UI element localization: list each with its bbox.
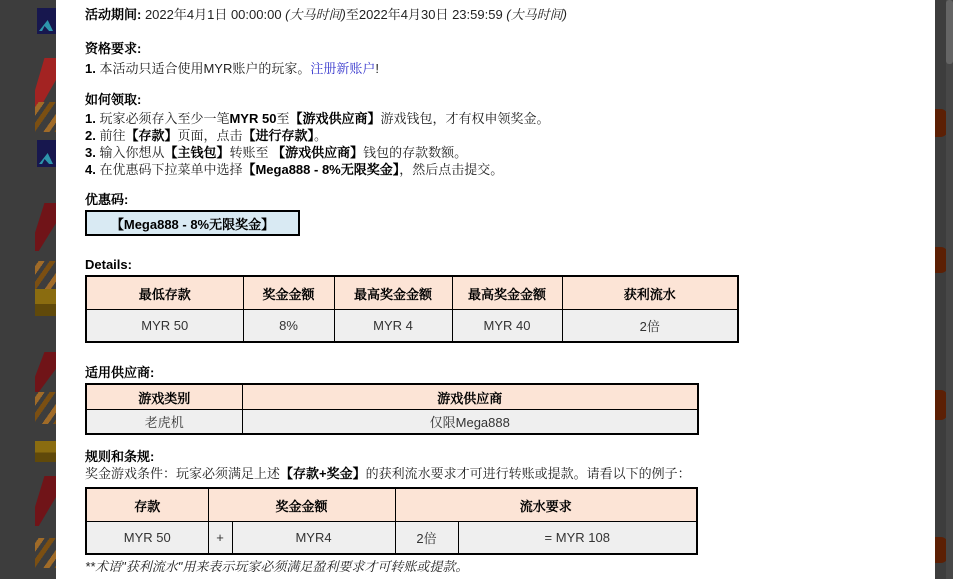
scrollbar-thumb[interactable] <box>946 0 953 64</box>
step-text: ，然后点击提交。 <box>399 162 504 177</box>
rules-text: 奖金游戏条件：玩家必须满足上述 <box>85 466 281 481</box>
cell-plus-sign: + <box>208 522 232 555</box>
background-right-strip <box>935 0 953 579</box>
stripe-decoration <box>35 102 56 132</box>
table-header-row <box>86 276 738 310</box>
red-ribbon-decoration <box>35 352 56 392</box>
promo-code-heading: 优惠码: <box>85 192 129 207</box>
col-header: 游戏类别 <box>86 384 242 410</box>
providers-table <box>85 383 699 435</box>
step-text: 输入你想从 <box>95 145 165 160</box>
step-text: 。 <box>314 128 328 143</box>
item-number: 3. <box>85 145 96 160</box>
cell-turnover-total: = MYR 108 <box>458 522 697 555</box>
gold-square-decoration <box>35 441 56 462</box>
step-bold: 【进行存款】 <box>242 128 315 143</box>
background-left-strip <box>0 0 56 579</box>
rules-heading: 规则和条规: <box>85 449 155 464</box>
banner-logo-decoration <box>37 8 56 34</box>
step-text: 转账至 <box>229 145 273 160</box>
turnover-footnote: **术语"获利流水"用来表示玩家必须满足盈利要求才可转账或提款。 <box>85 559 469 574</box>
col-header: 存款 <box>86 488 208 522</box>
how-to-claim-heading: 如何领取: <box>85 92 142 107</box>
rules-text: 的获利流水要求才可进行转账或提款。请看以下的例子： <box>365 466 691 481</box>
step-text: 在优惠码下拉菜单中选择 <box>95 162 243 177</box>
col-header: 获利流水 <box>562 276 738 310</box>
step-bold: 【游戏供应商】 <box>289 111 381 126</box>
cell-min-deposit: MYR 50 <box>86 310 243 343</box>
register-account-link[interactable]: 注册新账户 <box>310 61 376 76</box>
col-header: 游戏供应商 <box>242 384 698 410</box>
eligibility-text: 本活动只适合使用MYR账户的玩家。 <box>95 61 311 76</box>
cell-multiplier: 2倍 <box>395 522 458 555</box>
col-header: 最低存款 <box>86 276 243 310</box>
promo-period-timezone: (大马时间) <box>506 7 567 22</box>
item-number: 4. <box>85 162 96 177</box>
claim-step <box>85 144 915 161</box>
col-header: 最高奖金金额 <box>452 276 562 310</box>
table-row <box>86 410 698 435</box>
cell-bonus-percent: 8% <box>243 310 334 343</box>
cell-bonus-amount: MYR4 <box>232 522 395 555</box>
providers-heading: 适用供应商: <box>85 365 155 380</box>
eligibility-item <box>85 60 915 77</box>
stripe-decoration <box>35 261 56 289</box>
cell-game-provider: 仅限Mega888 <box>242 410 698 435</box>
cell-max-bonus-1: MYR 4 <box>334 310 452 343</box>
col-header: 流水要求 <box>395 488 697 522</box>
cell-deposit: MYR 50 <box>86 522 208 555</box>
banner-logo-decoration <box>37 140 56 167</box>
gold-square-decoration <box>35 289 56 316</box>
step-bold: MYR 50 <box>229 111 277 126</box>
step-text: 玩家必须存入至少一笔 <box>95 111 230 126</box>
eligibility-heading: 资格要求: <box>85 41 142 56</box>
claim-step <box>85 161 915 178</box>
step-bold: 【存款】 <box>125 128 178 143</box>
item-number: 2. <box>85 128 96 143</box>
item-number: 1. <box>85 61 96 76</box>
step-bold: 【Mega888 - 8%无限奖金】 <box>242 162 400 177</box>
promo-period <box>85 6 915 23</box>
table-row <box>86 310 738 343</box>
stripe-decoration <box>35 538 56 568</box>
table-row <box>86 522 697 555</box>
rules-bold: 【存款+奖金】 <box>280 466 366 481</box>
rules-condition <box>85 465 915 482</box>
scrollbar-track[interactable] <box>946 0 953 579</box>
step-text: 游戏钱包，才有权申领奖金。 <box>380 111 550 126</box>
step-bold: 【主钱包】 <box>164 145 230 160</box>
promo-period-text: 至2022年4月30日 23:59:59 <box>345 7 507 22</box>
promo-period-timezone: (大马时间) <box>285 7 346 22</box>
step-bold: 【游戏供应商】 <box>272 145 364 160</box>
stripe-decoration <box>35 392 56 424</box>
eligibility-text-end: ! <box>375 61 379 76</box>
cell-game-category: 老虎机 <box>86 410 242 435</box>
promo-content-panel <box>56 0 935 579</box>
table-header-row <box>86 384 698 410</box>
step-text: 页面，点击 <box>177 128 243 143</box>
cell-max-bonus-2: MYR 40 <box>452 310 562 343</box>
col-header: 奖金金额 <box>243 276 334 310</box>
red-ribbon-decoration <box>35 203 56 251</box>
claim-step <box>85 110 915 127</box>
table-header-row <box>86 488 697 522</box>
cell-turnover: 2倍 <box>562 310 738 343</box>
claim-step <box>85 127 915 144</box>
step-text: 前往 <box>95 128 126 143</box>
promo-period-text: 2022年4月1日 00:00:00 <box>141 7 286 22</box>
details-heading: Details: <box>85 257 132 272</box>
step-text: 至 <box>276 111 290 126</box>
red-ribbon-decoration <box>35 476 56 526</box>
promo-code-box[interactable]: 【Mega888 - 8%无限奖金】 <box>85 210 300 236</box>
step-text: 钱包的存款数额。 <box>363 145 468 160</box>
details-table <box>85 275 739 343</box>
item-number: 1. <box>85 111 96 126</box>
example-table <box>85 487 698 555</box>
col-header: 最高奖金金额 <box>334 276 452 310</box>
promo-period-label: 活动期间: <box>85 7 142 22</box>
col-header: 奖金金额 <box>208 488 395 522</box>
